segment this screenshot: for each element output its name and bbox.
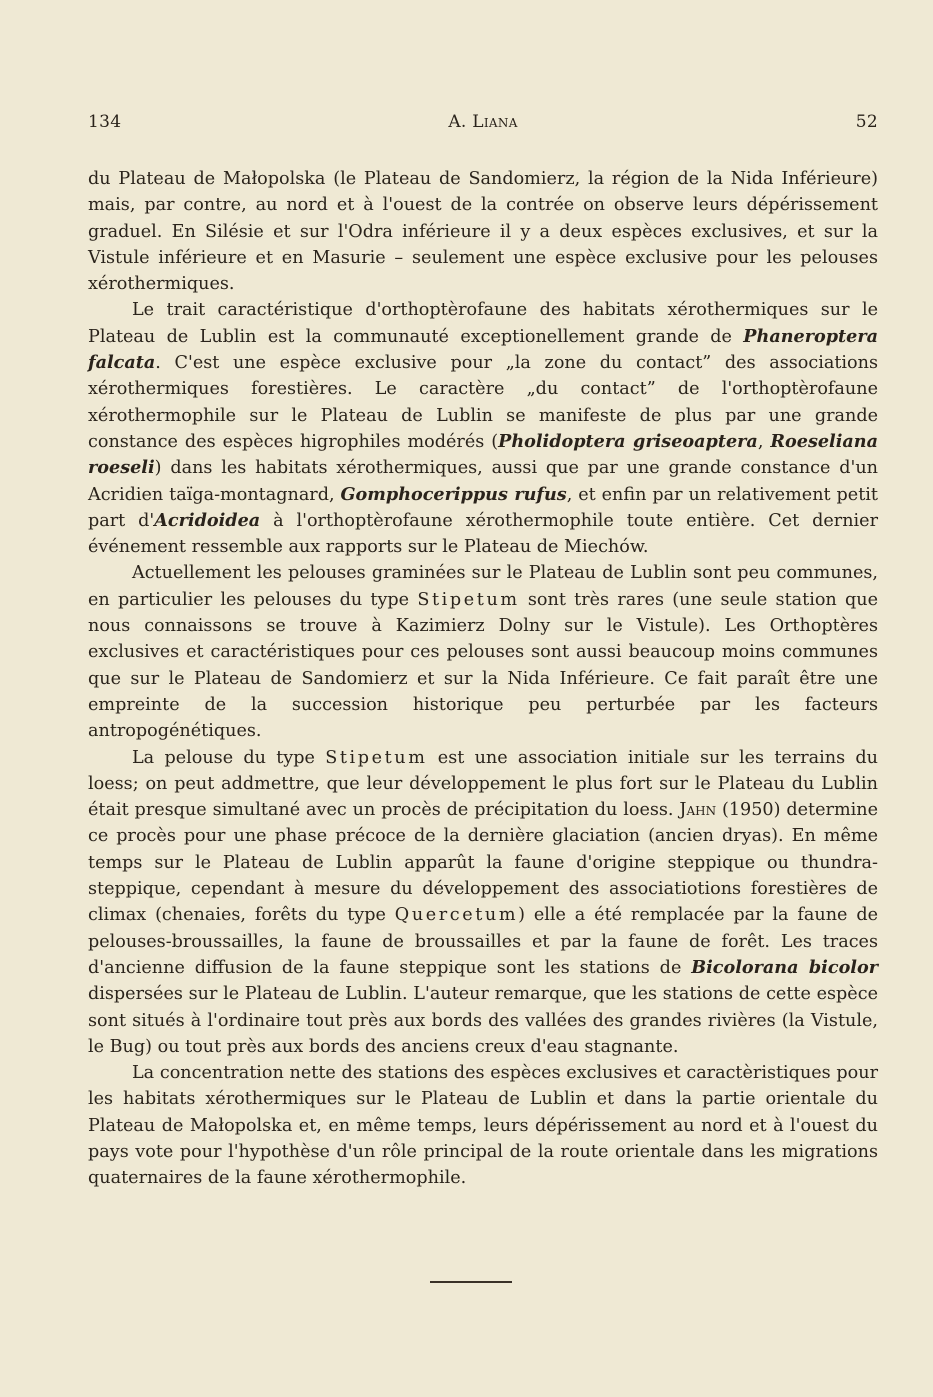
- text-run: du Plateau de Małopolska (le Plateau de Sandomierz, la région de la Nida Inférieure) mais, par contre, au nord et à l'ouest de la contrée on observe leurs dépérissement graduel. En Silésie et sur l'Odra inférieure il y a deux espèces exclusives, et sur la Vistule inférieure et en Masurie – seulement une espèce exclusive pour les pelouses xérothermiques.: [88, 169, 878, 295]
- right-number: 52: [855, 112, 878, 132]
- association-name: Stipetum: [417, 589, 520, 610]
- paragraph: [88, 745, 878, 1061]
- species-name: Pholidoptera griseoaptera: [498, 430, 758, 452]
- species-name: Roeseliana roeseli: [88, 430, 878, 479]
- text-run: ,: [757, 431, 771, 452]
- text-run: est une association initiale sur les terrains du loess; on peut addmettre, que leur développement le plus fort sur le Plateau du Lublin était presque simultané avec un procès de précipitation du loess.: [88, 747, 878, 821]
- association-name: Quercetum: [394, 905, 519, 926]
- text-run: dispersées sur le Plateau de Lublin. L'auteur remarque, que les stations de cette espèce sont situés à l'ordinaire tout près aux bords des vallées des grandes rivières (la Vistule, le Bug) ou tout près aux bords des anciens creux d'eau stagnante.: [88, 984, 878, 1057]
- paragraph: [88, 166, 878, 297]
- text-run: . C'est une espèce exclusive pour „la zone du contact” des associations xérothermiques forestières. Le caractère „du contact” de l'orthoptèrofaune xérothermophile sur le Plateau de Lublin se manifeste de plus par une grande constance des espèces higrophiles modérés (: [88, 353, 878, 452]
- text-run: à l'orthoptèrofaune xérothermophile toute entière. Cet dernier événement ressemble aux rapports sur le Plateau de Miechów.: [88, 510, 878, 558]
- running-header: [88, 112, 878, 142]
- closing-rule: [430, 1281, 512, 1283]
- paragraph: [88, 560, 878, 744]
- text-run: , et enfin par un relativement petit part d': [88, 484, 878, 531]
- text-run: ) elle a été remplacée par la faune de pelouses-broussailles, la faune de broussailles et par la faune de forêt. Les traces d'ancienne diffusion de la faune steppique sont les stations de: [88, 905, 878, 978]
- text-run: ) dans les habitats xérothermiques, aussi que par une grande constance d'un Acridien taïga-montagnard,: [88, 458, 878, 505]
- paragraph: [88, 1060, 878, 1191]
- association-name: Stipetum: [325, 747, 428, 768]
- page: [88, 112, 878, 1192]
- species-name: Bicolorana bicolor: [691, 956, 878, 978]
- species-name: Acridoidea: [154, 509, 261, 531]
- species-name: Phaneroptera falcata: [88, 325, 878, 374]
- cited-author: Jahn: [679, 800, 717, 821]
- species-name: Gomphocerippus rufus: [340, 483, 567, 505]
- paragraph: [88, 297, 878, 560]
- text-run: sont très rares (une seule station que nous connaissons se trouve à Kazimierz Dolny sur le Vistule). Les Orthoptères exclusives et caractéristiques pour ces pelouses sont aussi beaucoup moins communes que sur le Plateau de Sandomierz et sur la Nida Inférieure. Ce fait paraît être une empreinte de la succession historique peu perturbée par les facteurs antropogénétiques.: [88, 589, 878, 742]
- text-run: (1950) determine ce procès pour une phase précoce de la dernière glaciation (ancien dryas). En même temps sur le Plateau de Lublin apparût la faune d'origine steppique ou thundra-steppique, cependant à mesure du développement des associatiotions forestières de climax (chenaies, forêts du type: [88, 800, 878, 926]
- body-text: [88, 166, 878, 1192]
- page-number: 134: [88, 112, 122, 132]
- text-run: La pelouse du type: [132, 747, 326, 768]
- text-run: Actuellement les pelouses graminées sur le Plateau de Lublin sont peu communes, en particulier les pelouses du type: [88, 563, 878, 610]
- text-run: Le trait caractéristique d'orthoptèrofaune des habitats xérothermiques sur le Plateau de Lublin est la communauté exceptionellement grande de: [88, 300, 878, 347]
- running-author: A. Liana: [448, 112, 518, 132]
- text-run: La concentration nette des stations des espèces exclusives et caractèristiques pour les habitats xérothermiques sur le Plateau de Lublin et dans la partie orientale du Plateau de Małopolska et, en même temps, leurs dépérissement au nord et à l'ouest du pays vote pour l'hypothèse d'un rôle principal de la route orientale dans les migrations quaternaires de la faune xérothermophile.: [88, 1063, 878, 1189]
